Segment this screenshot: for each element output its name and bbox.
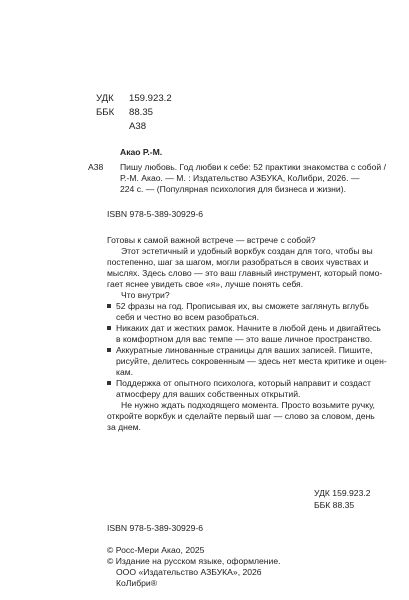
bullet-line: кам. — [116, 367, 134, 377]
bullet-line: Аккуратные линованные страницы для ваших записей. Пишите, — [116, 345, 373, 355]
udk-value: 159.923.2 — [129, 93, 172, 104]
intro-line: мыслях. Здесь слово — это ваш главный инструмент, который помо- — [107, 268, 383, 278]
bullet-line: в комфортном для вас темпе — это ваше личное пространство. — [116, 334, 373, 344]
bullet-square-icon — [107, 381, 111, 385]
closing-line: за днем. — [107, 422, 141, 432]
footer-isbn: ISBN 978-5-389-30929-6 — [107, 523, 204, 533]
annotation — [107, 235, 387, 433]
bullet-item — [107, 345, 387, 378]
card-mark: А38 — [88, 162, 104, 172]
closing-line: откройте воркбук и сделайте первый шаг — слово за словом, день — [107, 411, 375, 421]
card-line: Пишу любовь. Год любви к себе: 52 практики знакомства с собой / — [120, 162, 386, 172]
copyright-block — [107, 545, 377, 589]
udk-label: УДК — [96, 93, 114, 104]
footer-bbk: ББК 88.35 — [314, 500, 355, 510]
card-line: Р.-М. Акао. — М. : Издательство АЗБУКА, КоЛибри, 2026. — — [120, 173, 360, 183]
bbk-value: 88.35 — [129, 107, 154, 118]
bullet-line: Никаких дат и жестких рамок. Начните в любой день и двигайтесь — [116, 323, 381, 333]
bullet-line: себя и честно во всем разобраться. — [116, 312, 259, 322]
bbk-label: ББК — [96, 107, 115, 118]
intro-line: гает яснее увидеть свое «я», лучше понять себя. — [107, 279, 304, 289]
copyright-line: ООО «Издательство АЗБУКА», 2026 — [116, 567, 262, 577]
bullet-line: 52 фразы на год. Прописывая их, вы сможете заглянуть вглубь — [116, 301, 369, 311]
bullet-square-icon — [107, 326, 111, 330]
bullet-square-icon — [107, 348, 111, 352]
footer-udk: УДК 159.923.2 — [314, 488, 371, 498]
inside-label: Что внутри? — [121, 290, 170, 300]
intro-line: постепенно, шаг за шагом, могли разобраться в своих чувствах и — [107, 257, 369, 267]
card-description — [120, 162, 390, 195]
author-mark: А38 — [129, 121, 147, 132]
bullet-line: Поддержка от опытного психолога, который направит и создаст — [116, 378, 371, 388]
copyright-line: КоЛибри® — [116, 578, 158, 588]
bullet-item — [107, 301, 377, 323]
bullet-item — [107, 378, 377, 400]
bullet-item — [107, 323, 381, 345]
card-line: 224 с. — (Популярная психология для бизнеса и жизни). — [120, 184, 346, 194]
card-author: Акао Р.-М. — [120, 147, 163, 157]
intro-line: Этот эстетичный и удобный воркбук создан для того, чтобы вы — [121, 246, 373, 256]
closing-line: Не нужно ждать подходящего момента. Просто возьмите ручку, — [121, 400, 375, 410]
annotation-question: Готовы к самой важной встрече — встрече с собой? — [107, 235, 316, 245]
bullet-line: атмосферу для ваших собственных открытий. — [116, 389, 301, 399]
bullet-square-icon — [107, 304, 111, 308]
card-isbn: ISBN 978-5-389-30929-6 — [107, 209, 204, 219]
copyright-line: © Издание на русском языке, оформление. — [107, 556, 281, 566]
bullet-line: рисуйте, делитесь сокровенным — здесь нет места критике и оцен- — [116, 356, 387, 366]
copyright-line: © Росс-Мери Акао, 2025 — [107, 545, 205, 555]
